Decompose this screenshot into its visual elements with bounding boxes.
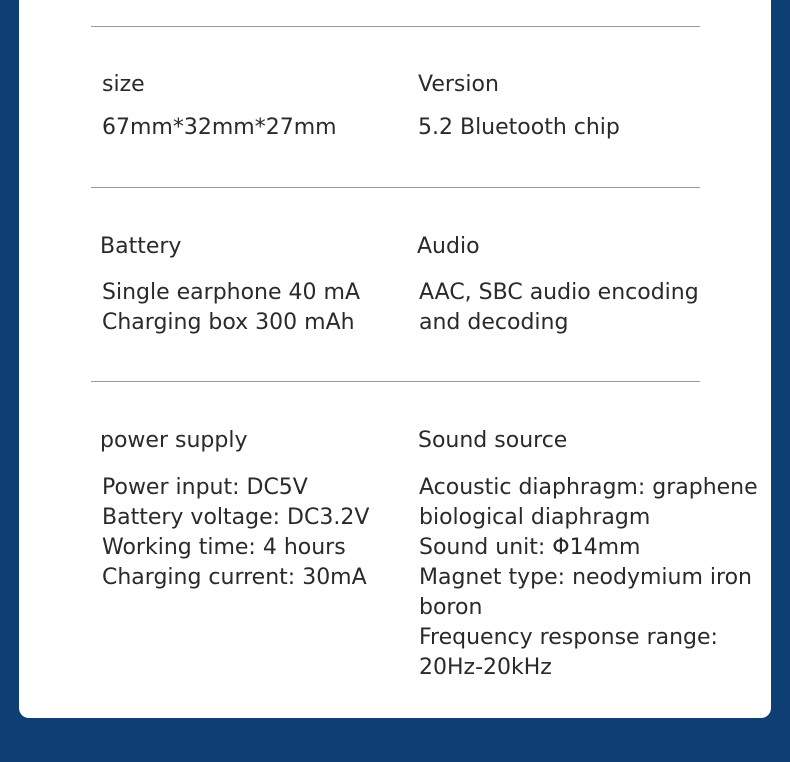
spec-value: 67mm*32mm*27mm: [102, 115, 337, 140]
divider: [91, 187, 700, 188]
spec-values: [418, 113, 620, 143]
spec-value: Magnet type: neodymium iron: [419, 565, 752, 590]
divider: [91, 381, 700, 382]
spec-value: Charging current: 30mA: [102, 565, 367, 590]
spec-values: [102, 113, 337, 143]
spec-values: [102, 278, 360, 338]
spec-values: [419, 473, 758, 683]
spec-value: 5.2 Bluetooth chip: [418, 115, 620, 140]
spec-value: Working time: 4 hours: [102, 535, 346, 560]
spec-value: biological diaphragm: [419, 505, 651, 530]
spec-label: power supply: [100, 428, 248, 453]
spec-value: 20Hz-20kHz: [419, 655, 552, 680]
spec-value: and decoding: [419, 310, 569, 335]
spec-values: [419, 278, 699, 338]
divider: [91, 26, 700, 27]
spec-sound-source: [418, 426, 758, 683]
spec-value: Charging box 300 mAh: [102, 310, 355, 335]
spec-label: Audio: [417, 234, 480, 259]
spec-label: Sound source: [418, 428, 568, 453]
spec-value: Single earphone 40 mA: [102, 280, 360, 305]
spec-label: Version: [418, 72, 499, 97]
spec-value: boron: [419, 595, 483, 620]
spec-value: Battery voltage: DC3.2V: [102, 505, 370, 530]
spec-value: AAC, SBC audio encoding: [419, 280, 699, 305]
spec-value: Sound unit: Φ14mm: [419, 535, 641, 560]
spec-audio: [417, 232, 699, 338]
spec-label: size: [102, 72, 145, 97]
spec-size: [102, 70, 337, 143]
spec-label: Battery: [100, 234, 182, 259]
spec-power-supply: [100, 426, 369, 593]
spec-battery: [100, 232, 360, 338]
spec-version: [418, 70, 620, 143]
spec-value: Acoustic diaphragm: graphene: [419, 475, 758, 500]
spec-values: [102, 473, 369, 593]
spec-value: Frequency response range:: [419, 625, 718, 650]
spec-value: Power input: DC5V: [102, 475, 308, 500]
